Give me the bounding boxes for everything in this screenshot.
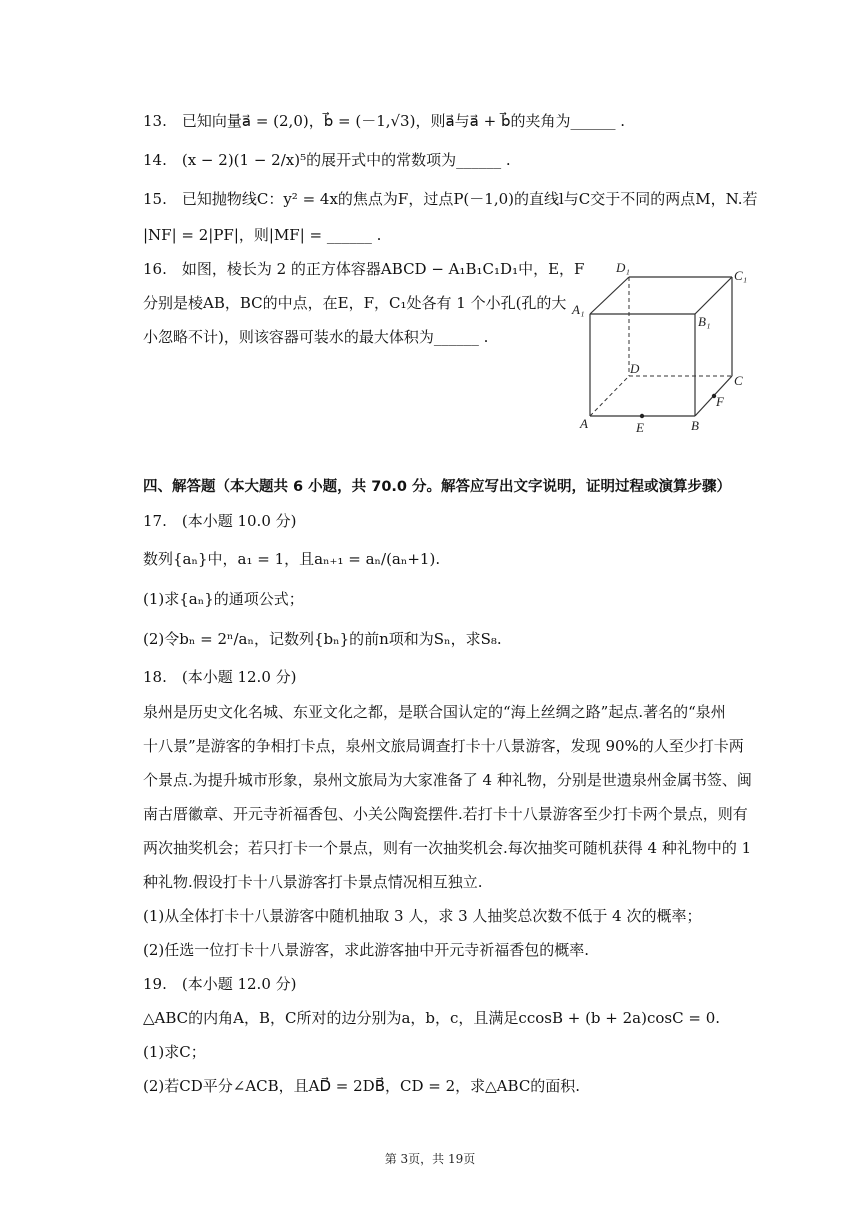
question-18-line-5: 两次抽奖机会；若只打卡一个景点，则有一次抽奖机会.每次抽奖可随机获得 4 种礼物中的 1	[143, 839, 752, 857]
question-18-line-6: 种礼物.假设打卡十八景游客打卡景点情况相互独立.	[143, 873, 483, 891]
question-19-line-2: (1)求C；	[143, 1043, 206, 1061]
question-13: 13. 已知向量a⃗ = (2,0)，b⃗ = (－1,√3)，则a⃗与a⃗ + b⃗的夹角为______ .	[143, 112, 626, 130]
point-e	[640, 414, 644, 418]
question-15-line-1: 15. 已知抛物线C：y² = 4x的焦点为F，过点P(－1,0)的直线l与C交于不同的两点M，N.若	[143, 190, 758, 208]
label-d: D	[630, 361, 640, 376]
question-17-heading: 17. (本小题 10.0 分)	[143, 512, 297, 530]
question-17-line-3: (2)令bₙ = 2ⁿ/aₙ，记数列{bₙ}的前n项和为Sₙ，求S₈.	[143, 630, 502, 648]
question-18-line-1: 泉州是历史文化名城、东亚文化之都，是联合国认定的“海上丝绸之路”起点.著名的“泉州	[143, 703, 726, 721]
question-18-line-4: 南古厝徽章、开元寺祈福香包、小关公陶瓷摆件.若打卡十八景游客至少打卡两个景点，则有	[143, 805, 748, 823]
label-a1: A₁	[572, 302, 585, 317]
label-c1: C₁	[734, 268, 748, 283]
question-16-line-3: 小忽略不计)，则该容器可装水的最大体积为______ .	[143, 328, 489, 346]
page-footer: 第 3页，共 19页	[384, 1152, 476, 1166]
question-18-line-2: 十八景”是游客的争相打卡点，泉州文旅局调查打卡十八景游客，发现 90%的人至少打卡两	[143, 737, 744, 755]
question-19-line-3: (2)若CD平分∠ACB，且AD⃗ = 2DB⃗，CD = 2，求△ABC的面积.	[143, 1077, 581, 1095]
question-16-line-1: 16. 如图，棱长为 2 的正方体容器ABCD − A₁B₁C₁D₁中，E，F	[143, 260, 585, 278]
label-b: B	[691, 418, 699, 432]
label-a: A	[580, 416, 588, 431]
question-19-line-1: △ABC的内角A，B，C所对的边分别为a，b，c，且满足ccosB + (b + 2a)cosC = 0.	[143, 1009, 721, 1027]
label-f: F	[716, 394, 724, 409]
question-19-heading: 19. (本小题 12.0 分)	[143, 975, 297, 993]
question-17-line-1: 数列{aₙ}中，a₁ = 1，且aₙ₊₁ = aₙ/(aₙ+1).	[143, 550, 441, 568]
question-18-line-8: (2)任选一位打卡十八景游客，求此游客抽中开元寺祈福香包的概率.	[143, 941, 590, 959]
question-18-line-3: 个景点.为提升城市形象，泉州文旅局为大家准备了 4 种礼物，分别是世遗泉州金属书签、闽	[143, 771, 752, 789]
question-18-heading: 18. (本小题 12.0 分)	[143, 668, 297, 686]
question-18-line-7: (1)从全体打卡十八景游客中随机抽取 3 人，求 3 人抽奖总次数不低于 4 次的概率；	[143, 907, 702, 925]
question-14: 14. (x − 2)(1 − 2/x)⁵的展开式中的常数项为______ .	[143, 151, 511, 169]
question-17-line-2: (1)求{aₙ}的通项公式；	[143, 590, 304, 608]
label-b1: B₁	[698, 314, 711, 329]
question-16-line-2: 分别是棱AB，BC的中点，在E，F，C₁处各有 1 个小孔(孔的大	[143, 294, 567, 312]
question-15-line-2: |NF| = 2|PF|，则|MF| = ______ .	[143, 226, 382, 244]
label-d1: D₁	[616, 260, 630, 275]
section-heading: 四、解答题（本大题共 6 小题，共 70.0 分。解答应写出文字说明，证明过程或演算步骤）	[143, 479, 732, 495]
label-e: E	[636, 420, 644, 432]
cube-figure	[568, 252, 758, 432]
label-c: C	[734, 373, 743, 388]
